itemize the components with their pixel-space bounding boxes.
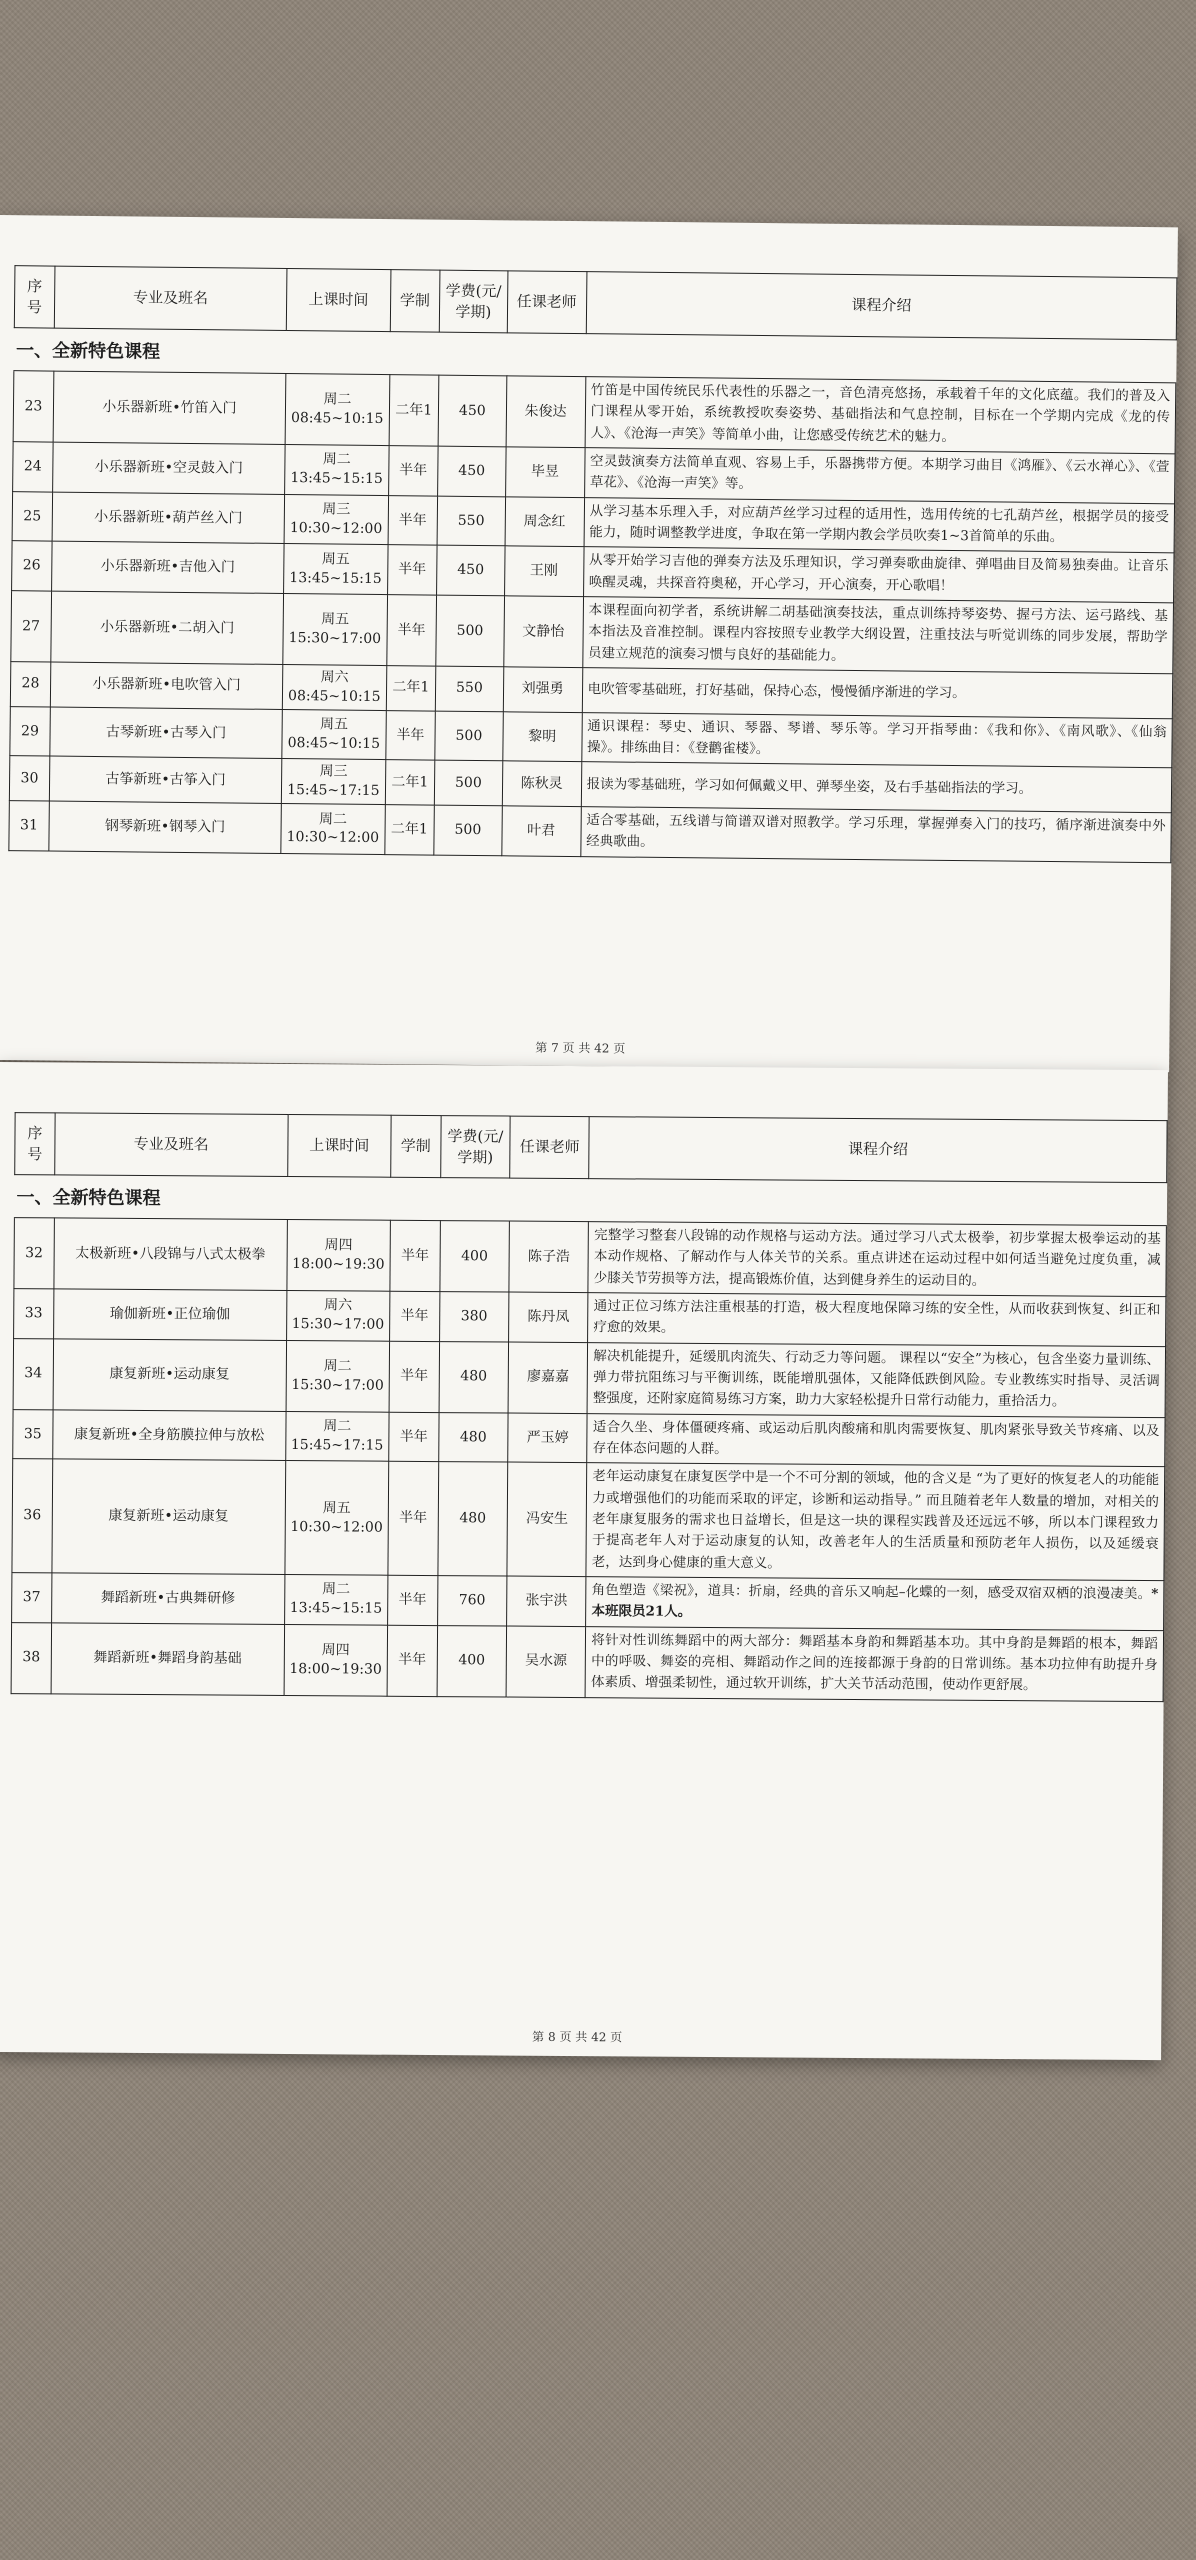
class-time [285,444,389,495]
class-time [286,1290,390,1340]
table-row [14,1289,1166,1347]
course-table [8,265,1177,863]
course-intro [580,807,1171,863]
course-name: 小乐器新班•吉他入门 [51,541,284,593]
term-length: 半年 [388,495,438,545]
course-intro-text: 适合零基础，五线谱与简谱双谱对照教学。学习乐理，掌握弹奏入门的技巧，循序渐进演奏中外经典歌曲。 [586,812,1166,851]
term-length: 半年 [389,1412,439,1462]
class-hours: 13:45~15:15 [289,569,382,587]
table-row [11,591,1174,674]
table-row [14,1218,1166,1297]
tuition-fee: 480 [439,1341,509,1412]
term-length: 半年 [388,446,438,496]
course-intro-text: 从学习基本乐理入手，对应葫芦丝学习过程的适用性，选用传统的七孔葫芦丝，根据学员的接受能力，随时调整教学进度，争取在第一学期内教会学员吹奏1~3首简单的乐曲。 [589,502,1169,546]
course-intro-text: 老年运动康复在康复医学中是一个不可分割的领域，他的含义是 “为了更好的恢复老人的功能能力或增强他们的功能而采取的评定，诊断和运动指导。” 而且随着老年人数量的增加，对相关的老年康复服务的需求也日益增长，但是这一块的课程实践普及还远远不够，所以本门课程致力于提高老年人对于运动康复的认知，改善老年人的生活质量和预防老年人损伤，以及延缓衰老，达到身心健康的重大意义。 [591,1468,1160,1572]
class-day: 周五 [322,1499,351,1517]
row-number: 35 [13,1409,53,1459]
table-row [13,371,1176,454]
teacher-name: 王刚 [504,546,584,596]
section-title: 一、全新特色课程 [14,328,1176,383]
class-hours: 10:30~12:00 [290,1518,383,1536]
course-name: 古琴新班•古琴入门 [50,707,283,759]
term-length: 半年 [388,1575,438,1625]
course-intro [587,1342,1165,1417]
tuition-fee: 550 [435,666,503,711]
class-time [281,804,385,855]
row-number: 26 [12,541,52,591]
class-time [281,759,385,805]
teacher-name: 廖嘉嘉 [508,1342,588,1414]
header-fee: 学费(元/学期) [440,1116,510,1178]
teacher-name: 黎明 [502,712,582,762]
course-intro [584,497,1175,553]
class-hours: 08:45~10:15 [288,687,381,705]
course-name: 瑜伽新班•正位瑜伽 [53,1289,286,1340]
course-intro-text: 竹笛是中国传统民乐代表性的乐器之一，音色清亮悠扬，承载着千年的文化底蕴。我们的普及入门课程从零开始，系统教授吹奏姿势、基础指法和气息控制，目标在一个学期内完成《龙的传人》、《沧海一声笑》等简单小曲，让您感受传统艺术的魅力。 [590,382,1171,445]
class-time [282,664,386,710]
row-number: 33 [14,1289,54,1339]
row-number: 23 [13,371,54,442]
class-day: 周五 [321,611,350,628]
page-footer: 第 7 页 共 42 页 [535,1040,626,1056]
teacher-name: 毕昱 [505,447,585,497]
row-number: 32 [14,1218,54,1289]
class-time [287,1220,391,1292]
row-number: 38 [11,1622,51,1693]
course-intro [586,1577,1164,1631]
teacher-name: 朱俊达 [506,376,586,448]
class-hours: 15:30~17:00 [291,1376,384,1394]
class-hours: 13:45~15:15 [289,1600,383,1617]
course-intro [582,597,1173,674]
header-intro: 课程介绍 [586,272,1177,340]
header-term: 学制 [390,270,440,333]
course-intro [588,1222,1166,1297]
class-day: 周二 [323,391,352,408]
teacher-name: 陈子浩 [509,1221,589,1293]
course-name: 小乐器新班•二胡入门 [51,591,284,664]
tuition-fee: 550 [437,496,505,546]
course-name: 小乐器新班•空灵鼓入门 [52,442,285,494]
course-name: 康复新班•全身筋膜拉伸与放松 [53,1410,286,1461]
class-day: 周二 [323,1358,352,1375]
class-day: 周三 [322,501,351,518]
row-number: 25 [12,491,52,541]
course-intro-text: 通识课程：琴史、通识、琴器、琴谱、琴乐等。学习开指琴曲：《我和你》、《南风歌》、《仙翁操》。排练曲目：《登鹳雀楼》。 [587,717,1167,758]
table-row [12,1459,1165,1581]
table-header-row [15,1113,1167,1183]
table-row [13,1409,1165,1467]
row-number: 29 [10,706,50,756]
class-time [285,1461,389,1575]
course-intro [581,712,1172,768]
term-length: 半年 [386,595,436,666]
class-hours: 15:45~17:15 [287,782,380,800]
tuition-fee: 760 [437,1575,507,1625]
enrollment-limit-note: *本班限员21人。 [591,1585,1159,1621]
course-intro-text: 适合久坐、身体僵硬疼痛、或运动后肌肉酸痛和肌肉需要恢复、肌肉紧张导致关节疼痛、以及存在体态问题的人群。 [592,1418,1160,1458]
header-intro: 课程介绍 [589,1117,1167,1183]
class-time [282,709,386,760]
class-time [284,1624,388,1696]
course-intro-text: 从零开始学习吉他的弹奏方法及乐理知识，学习弹奏歌曲旋律、弹唱曲目及简易独奏曲。让音乐唤醒灵魂，共探音符奥秘，开心学习，开心演奏，开心歌唱！ [588,552,1169,594]
course-intro-text: 解决机能提升，延缓肌肉流失、行动乏力等问题。 课程以“安全”为核心，包含坐姿力量训练、弹力带抗阻练习与平衡训练，既能增肌强体，又能降低跌倒风险。专业教练实时指导、灵活调整强度，还附家庭简易练习方案，助力大家轻松提升日常行动能力，重拾活力。 [592,1347,1161,1410]
course-name: 小乐器新班•竹笛入门 [53,371,286,444]
tuition-fee: 500 [436,595,504,667]
tuition-fee: 500 [434,760,502,805]
table-row [13,1338,1165,1417]
course-name: 舞蹈新班•古典舞研修 [51,1573,284,1624]
header-fee: 学费(元/学期) [439,270,507,333]
class-day: 周四 [321,1641,350,1659]
term-length: 半年 [390,1291,440,1341]
course-name: 钢琴新班•钢琴入门 [49,801,282,853]
class-hours: 15:45~17:15 [290,1436,384,1454]
tuition-fee: 480 [438,1462,508,1576]
class-hours: 15:30~17:00 [288,629,382,647]
course-intro-text: 将针对性训练舞蹈中的两大部分：舞蹈基本身韵和舞蹈基本功。其中身韵是舞蹈的根本，舞蹈中的呼吸、舞姿的亮相、舞蹈动作之间的连接都源于身韵的日常训练。基本功拉伸有助提升身体素质、增强柔韧性，通过软开训练，扩大关节活动范围，使动作更舒展。 [590,1631,1159,1694]
teacher-name: 冯安生 [507,1462,587,1576]
teacher-name: 陈秋灵 [502,761,582,807]
teacher-name: 叶君 [501,806,581,856]
course-name: 康复新班•运动康复 [52,1459,286,1574]
section-title: 一、全新特色课程 [14,1175,1166,1226]
class-day: 周五 [319,716,349,733]
table-row [12,1573,1164,1631]
row-number: 37 [12,1573,52,1623]
class-day: 周三 [319,763,348,781]
class-day: 周二 [322,1581,351,1598]
course-intro [583,547,1174,603]
class-time [284,494,388,545]
header-term: 学制 [391,1115,441,1177]
page-7 [0,215,1178,1072]
row-number: 30 [9,756,49,801]
term-length: 二年1 [384,805,434,855]
tuition-fee: 450 [438,446,506,496]
course-intro-text: 本课程面向初学者，系统讲解二胡基础演奏技法，重点训练持琴姿势、握弓方法、运弓路线、基本指法及音准控制。课程内容按照专业教学大纲设置，注重技法与听觉训练的同步发展，帮助学员建立规范的演奏习惯与良好的基础能力。 [588,602,1168,664]
class-day: 周二 [323,1418,352,1435]
class-day: 周六 [320,669,349,686]
course-intro-text: 通过正位习练方法注重根基的打造，极大程度地保障习练的安全性，从而收获到恢复、纠正和疗愈的效果。 [593,1298,1161,1337]
class-hours: 13:45~15:15 [290,470,383,488]
course-intro-text: 空灵鼓演奏方法简单直观、容易上手，乐器携带方便。本期学习曲目《鸿雁》、《云水禅心》、《萱草花》、《沧海一声笑》等。 [589,453,1170,493]
class-hours: 15:30~17:00 [291,1316,385,1334]
teacher-name: 张宇洪 [507,1576,587,1626]
row-number: 31 [9,801,49,851]
term-length: 半年 [389,1341,439,1412]
teacher-name: 吴水源 [506,1626,586,1698]
tuition-fee: 380 [439,1292,509,1342]
course-name: 康复新班•运动康复 [53,1339,286,1412]
tuition-fee: 400 [437,1625,507,1696]
course-name: 舞蹈新班•舞蹈身韵基础 [51,1622,284,1695]
course-intro-text: 报读为零基础班，学习如何佩戴义甲、弹琴坐姿，及右手基础指法的学习。 [586,775,1033,797]
row-number: 24 [13,442,53,492]
header-teacher: 任课老师 [507,271,587,334]
course-intro [582,668,1173,719]
tuition-fee: 480 [438,1412,508,1462]
term-length: 半年 [390,1220,440,1291]
header-no: 序号 [14,266,54,328]
teacher-name: 文静怡 [503,596,583,668]
class-time [285,1411,389,1461]
class-hours: 18:00~19:30 [289,1660,382,1678]
teacher-name: 严玉婷 [508,1413,588,1463]
term-length: 半年 [387,545,437,595]
tuition-fee: 450 [438,375,506,447]
class-hours: 18:00~19:30 [292,1256,385,1273]
tuition-fee: 400 [440,1221,510,1292]
class-time [284,1574,388,1624]
course-intro [584,448,1175,504]
course-intro [586,1463,1164,1581]
term-length: 半年 [385,710,435,760]
course-intro [587,1413,1165,1467]
row-number: 27 [11,591,52,662]
header-teacher: 任课老师 [510,1116,590,1179]
teacher-name: 陈丹凤 [509,1292,589,1342]
page-8 [0,1062,1168,2060]
page-footer: 第 8 页 共 42 页 [532,2029,623,2045]
class-time [284,544,388,595]
class-time [286,1340,390,1412]
tuition-fee: 450 [437,545,505,595]
class-hours: 10:30~12:00 [286,829,380,847]
header-no: 序号 [15,1113,55,1175]
course-intro [581,762,1172,813]
course-name: 小乐器新班•葫芦丝入门 [52,492,285,544]
term-length: 二年1 [389,375,439,446]
teacher-name: 刘强勇 [503,667,583,713]
term-length: 二年1 [385,760,435,805]
class-day: 周二 [318,810,348,828]
course-table [11,1112,1168,1702]
term-length: 半年 [388,1462,438,1576]
course-intro-text: 电吹管零基础班，打好基础，保持心态，慢慢循序渐进的学习。 [587,681,966,702]
header-course: 专业及班名 [54,266,287,330]
row-number: 36 [12,1459,53,1573]
class-hours: 08:45~10:15 [287,735,381,753]
course-intro [585,1626,1163,1701]
header-time: 上课时间 [286,269,390,332]
tuition-fee: 500 [434,805,502,855]
course-name: 古筝新班•古筝入门 [49,756,282,803]
course-intro [588,1293,1166,1347]
table-row [11,1622,1163,1701]
course-intro-text: 完整学习整套八段锦的动作规格与运动方法。通过学习八式太极拳，初步掌握太极拳运动的基本动作规格、了解动作与人体关节的关系。重点讲述在运动过程中如何适当避免过度负重，减少膝关节劳损等方法，提高锻炼价值，达到健身养生的运动目的。 [593,1227,1161,1289]
class-day: 周四 [324,1237,353,1254]
course-name: 小乐器新班•电吹管入门 [50,662,283,709]
course-name: 太极新班•八段锦与八式太极拳 [54,1218,287,1291]
row-number: 28 [10,662,50,707]
header-course: 专业及班名 [55,1113,288,1177]
class-time [283,593,387,665]
class-day: 周二 [322,451,351,469]
term-length: 半年 [387,1625,437,1696]
tuition-fee: 500 [435,711,503,761]
course-intro [585,377,1176,454]
class-hours: 10:30~12:00 [289,520,383,537]
class-hours: 08:45~10:15 [290,410,384,428]
course-intro-text: 角色塑造《梁祝》，道具：折扇，经典的音乐又响起–化蝶的一刻，感受双宿双栖的浪漫凄美。 [591,1582,1152,1602]
teacher-name: 周念红 [505,496,585,546]
class-time [285,374,389,446]
row-number: 34 [13,1338,53,1409]
header-time: 上课时间 [287,1115,391,1178]
term-length: 二年1 [386,666,436,711]
class-day: 周五 [321,551,350,568]
class-day: 周六 [324,1297,353,1314]
